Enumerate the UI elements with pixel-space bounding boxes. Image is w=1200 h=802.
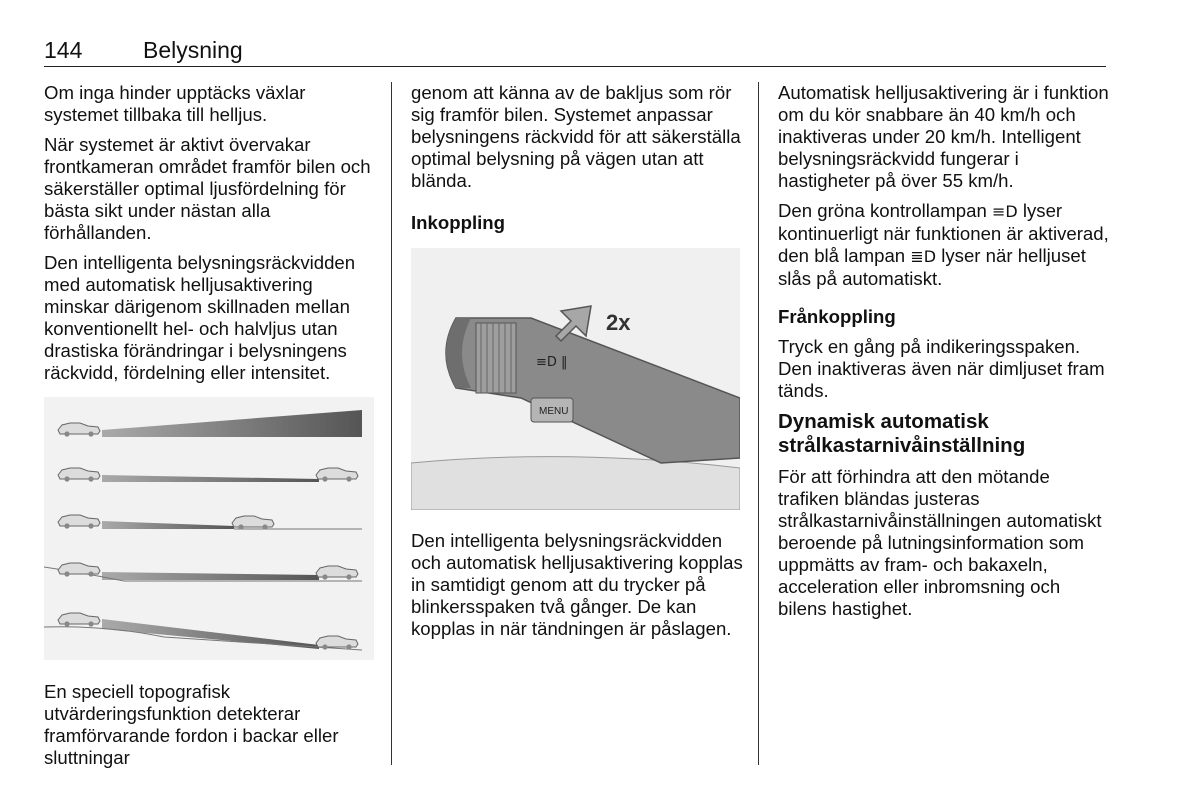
paragraph: Automatisk helljusaktivering är i funktion om du kör snabbare än 40 km/h och inaktiveras under 20 km/h. Intelligent belysningsräckvidd fungerar i hastigheter på över 55 km/h. bbox=[778, 82, 1109, 191]
text-run: lyser när helljuset slås på automatiskt. bbox=[778, 245, 1086, 289]
paragraph: genom att känna av de bakljus som rör sig framför bilen. Systemet anpassar belysningens räckvidd för att säkerställa optimal belysning på vägen utan att blända. bbox=[411, 82, 741, 191]
lever-diagram bbox=[411, 248, 740, 510]
menu-button-label: MENU bbox=[539, 406, 569, 417]
column-divider bbox=[758, 82, 759, 765]
section-heading: Inkoppling bbox=[411, 212, 505, 233]
paragraph bbox=[778, 200, 1113, 290]
page-title: Belysning bbox=[143, 37, 243, 63]
paragraph: Den intelligenta belysningsräckvidden och automatisk helljusaktivering kopplas in samtidigt genom att du trycker på blinkersspaken två gånger. De kan kopplas in när tändningen är påslagen. bbox=[411, 530, 743, 639]
paragraph: När systemet är aktivt övervakar frontkameran området framför bilen och säkerställer optimal ljusfördelning för bästa sikt under nästan alla förhållanden. bbox=[44, 134, 371, 243]
column-1-continued bbox=[44, 681, 374, 769]
text-run: Den gröna kontrollampan bbox=[778, 200, 992, 221]
page-header bbox=[44, 36, 1106, 67]
paragraph: Om inga hinder upptäcks växlar systemet tillbaka till helljus. bbox=[44, 82, 306, 125]
page-number: 144 bbox=[44, 37, 83, 63]
oncoming-car-icon bbox=[316, 468, 358, 482]
indicator-lever-illustration bbox=[411, 248, 740, 510]
beam-diagram bbox=[44, 397, 374, 660]
light-beam bbox=[102, 521, 234, 529]
green-control-lamp-icon: ≡D bbox=[991, 202, 1018, 221]
light-beam bbox=[102, 619, 319, 649]
light-beam bbox=[102, 572, 319, 580]
column-divider bbox=[391, 82, 392, 765]
paragraph: Tryck en gång på indikeringsspaken. Den inaktiveras även när dimljuset fram tänds. bbox=[778, 336, 1105, 401]
figure-label: 2x bbox=[606, 310, 631, 335]
preceding-car-icon bbox=[232, 516, 274, 530]
blue-lamp-icon: ≣D bbox=[910, 247, 937, 266]
car-icon bbox=[58, 515, 100, 529]
section-heading: Frånkoppling bbox=[778, 306, 896, 327]
column-3 bbox=[778, 82, 1113, 628]
section-heading: Dynamisk automatisk strålkastarnivåinställning bbox=[778, 410, 1026, 457]
paragraph: För att förhindra att den mötande trafiken bländas justeras strålkastarnivåinställningen automatiskt beroende på lutningsinformation som uppmätts av fram- och bakaxeln, acceleration eller inbromsning och bilens hastighet. bbox=[778, 466, 1102, 619]
column-1 bbox=[44, 82, 374, 392]
paragraph: Den intelligenta belysningsräckvidden med automatisk helljusaktivering minskar därigenom skillnaden mellan konventionellt hel- och halvljus utan drastiska förändringar i belysningens räckvidd, fördelning eller intensitet. bbox=[44, 252, 356, 383]
light-beam bbox=[102, 475, 319, 482]
light-beam bbox=[102, 410, 362, 437]
column-2-continued bbox=[411, 530, 743, 640]
beam-range-illustration bbox=[44, 397, 374, 660]
column-2 bbox=[411, 82, 743, 242]
car-icon bbox=[58, 468, 100, 482]
text-run: lyser kontinuerligt när funktionen är aktiverad, den blå lampan bbox=[778, 200, 1109, 266]
paragraph: En speciell topografisk utvärderingsfunktion detekterar framförvarande fordon i backar eller sluttningar bbox=[44, 681, 339, 768]
car-icon bbox=[58, 613, 100, 627]
oncoming-car-icon bbox=[316, 566, 358, 580]
car-icon bbox=[58, 563, 100, 577]
headlamp-icon: ≡D ‖ bbox=[536, 355, 568, 370]
car-icon bbox=[58, 423, 100, 437]
